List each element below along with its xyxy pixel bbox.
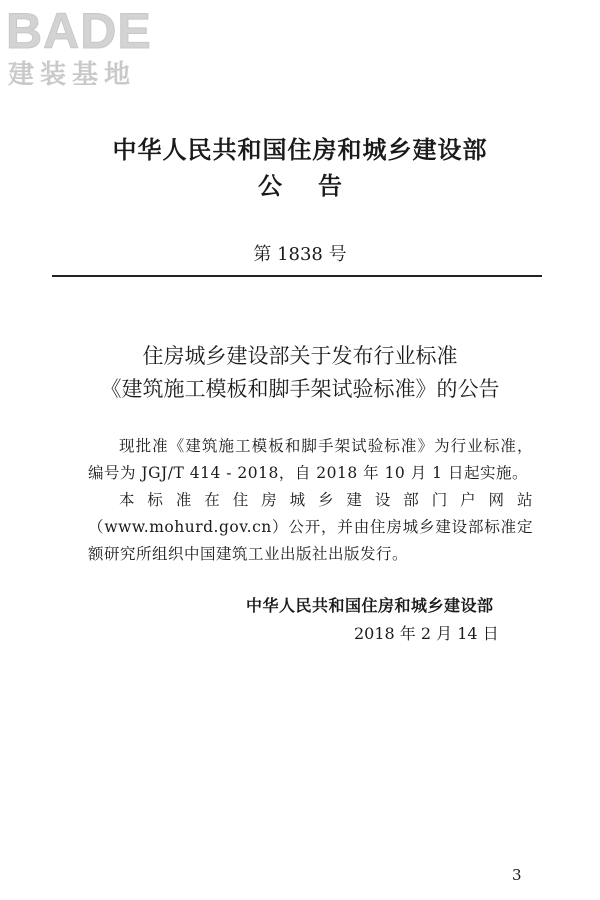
page-number: 3 xyxy=(512,866,522,884)
signature-date: 2018 年 2 月 14 日 xyxy=(354,624,499,643)
announcement-heading-line1: 住房城乡建设部关于发布行业标准 xyxy=(142,344,458,368)
logo-brand: BADE xyxy=(6,3,152,59)
announcement-heading-line2: 《建筑施工模板和脚手架试验标准》的公告 xyxy=(100,377,500,401)
body-paragraph-publication: 本标准在住房城乡建设部门户网站（www.mohurd.gov.cn）公开，并由住房城乡建设部标准定额研究所组织中国建筑工业出版社出版发行。 xyxy=(88,491,533,563)
header-divider xyxy=(52,275,542,277)
issuing-agency: 中华人民共和国住房和城乡建设部 xyxy=(112,136,488,164)
signature-organization: 中华人民共和国住房和城乡建设部 xyxy=(246,596,494,615)
notice-title: 公告 xyxy=(258,172,378,200)
notice-number: 第 1838 号 xyxy=(253,244,347,265)
bade-logo xyxy=(6,2,181,97)
logo-tagline: 建装基地 xyxy=(8,60,137,90)
body-paragraph-approval: 现批准《建筑施工模板和脚手架试验标准》为行业标准，编号为 JGJ/T 414 - 2018，自 2018 年 10 月 1 日起实施。 xyxy=(88,437,533,482)
